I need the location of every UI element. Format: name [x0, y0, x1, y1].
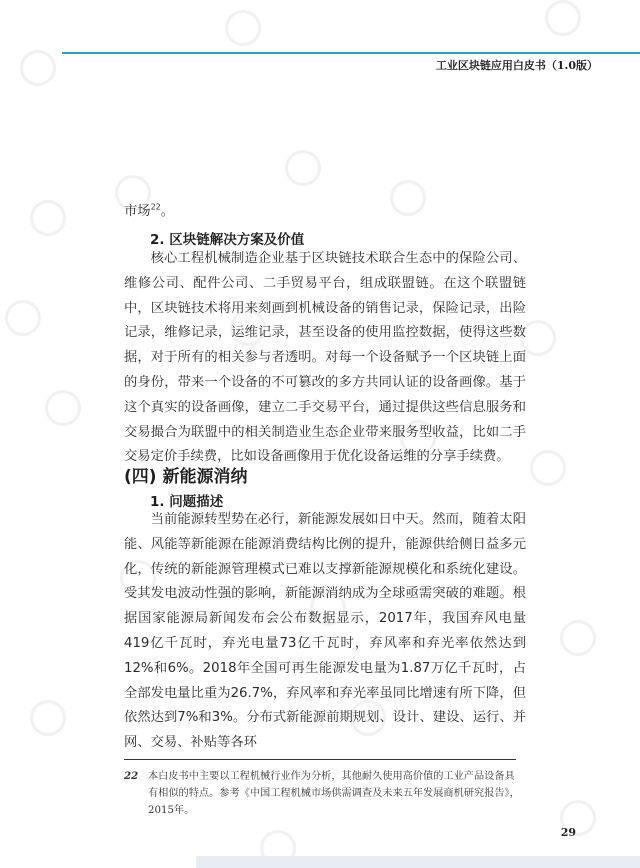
watermark-icon: [285, 150, 321, 186]
footnote-text: 本白皮书中主要以工程机械行业作为分析，其他耐久使用高价值的工业产品设备具有相似的特点。参考《中国工程机械市场供需调查及未来五年发展商机研究报告》，2015年。: [148, 771, 520, 816]
carryover-end: 。: [160, 204, 175, 219]
running-title: 工业区块链应用白皮书（1.0版）: [435, 59, 598, 72]
solution-paragraph: 核心工程机械制造企业基于区块链技术联合生态中的保险公司、维修公司、配件公司、二手贸易平台，组成联盟链。在这个联盟链中，区块链技术将用来刻画到机械设备的销售记录，保险记录，出险记录，维修记录，运维记录，甚至设备的使用监控数据，使得这些数据，对于所有的相关参与者透明。对每一个设备赋予一个区块链上面的身份，带来一个设备的不可篡改的多方共同认证的设备画像。基于这个真实的设备画像，建立二手交易平台，通过提供这些信息服务和交易撮合为联盟中的相关制造业生态企业带来服务型收益，比如二手交易定价手续费，比如设备画像用于优化设备运维的分享手续费。: [124, 251, 526, 465]
footnote: [124, 768, 524, 819]
carryover-text: 市场: [124, 204, 151, 219]
watermark-icon: [30, 700, 66, 736]
footnote-ref: 22: [150, 202, 161, 212]
subsection-title-problem: 1. 问题描述: [150, 494, 224, 510]
watermark-icon: [45, 390, 81, 426]
section-title-new-energy: (四) 新能源消纳: [124, 467, 248, 487]
watermark-icon: [545, 0, 581, 36]
footnote-rule: [124, 759, 516, 760]
watermark-icon: [5, 300, 41, 336]
watermark-icon: [225, 10, 261, 46]
watermark-icon: [30, 200, 66, 236]
subsection-title-solution: 2. 区块链解决方案及价值: [150, 232, 305, 248]
problem-paragraph: 当前能源转型势在必行，新能源发展如日中天。然而，随着太阳能、风能等新能源在能源消费结构比例的提升，能源供给侧日益多元化，传统的新能源管理模式已难以支撑新能源规模化和系统化建设。受其发电波动性强的影响，新能源消纳成为全球亟需突破的难题。根据国家能源局新闻发布会公布数据显示，2017年，我国弃风电量419亿千瓦时，弃光电量73亿千瓦时，弃风率和弃光率依然达到12%和6%。2018年全国可再生能源发电量为1.87万亿千瓦时，占全部发电量比重为26.7%，弃风率和弃光率虽同比增速有所下降，但依然达到7%和3%。分布式新能源前期规划、设计、建设、运行、并网、交易、补贴等各环: [124, 512, 526, 751]
watermark-icon: [530, 450, 566, 486]
page-number: 29: [560, 826, 576, 839]
problem-paragraph-block: [124, 508, 526, 756]
carryover-paragraph: [124, 200, 526, 225]
watermark-icon: [560, 620, 596, 656]
header-rule: [62, 52, 640, 54]
solution-paragraph-block: [124, 247, 526, 470]
footnote-number: 22: [124, 770, 139, 782]
watermark-icon: [20, 50, 56, 86]
footer-bar: [196, 856, 640, 868]
